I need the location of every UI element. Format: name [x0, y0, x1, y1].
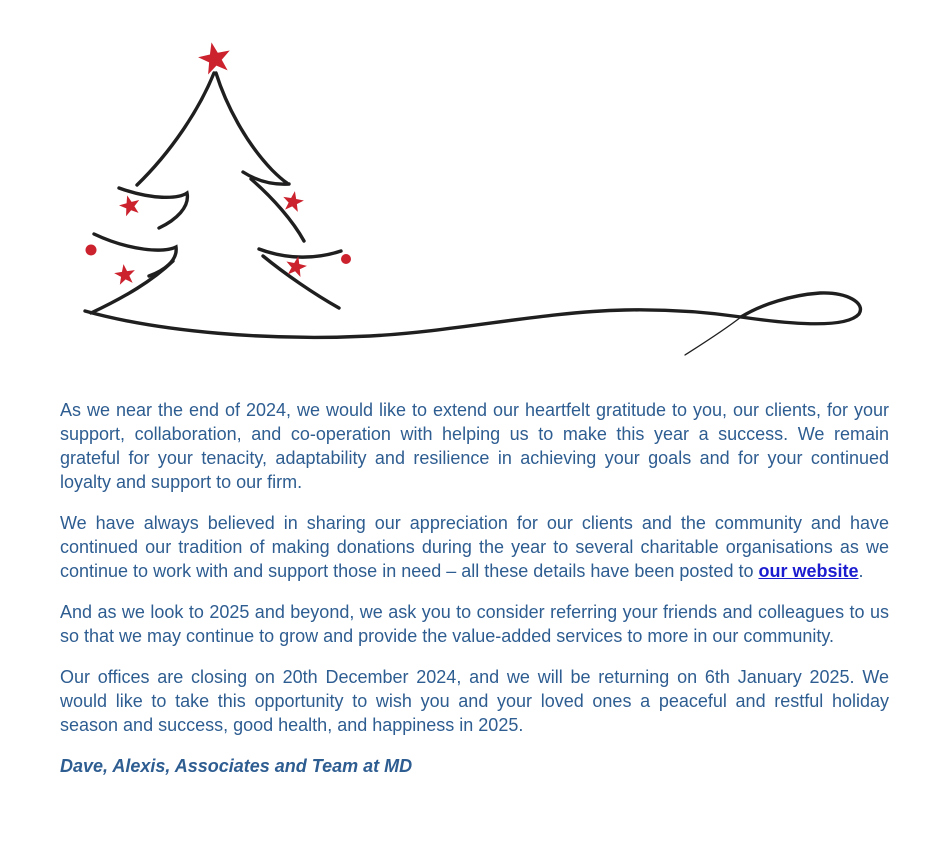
flourish-underline: [85, 293, 860, 337]
paragraph-closing-dates: Our offices are closing on 20th December 2024, and we will be returning on 6th January 2025. We would like to take this opportunity to wish you and your loved ones a peaceful and restful holiday season and success, good health, and happiness in 2025.: [60, 667, 889, 735]
star-ornament-left-upper-icon: [117, 193, 142, 218]
tree-branch-right-lower-diagonal: [263, 256, 339, 308]
star-ornament-left-lower-icon: [113, 263, 136, 286]
tree-cone-left-stroke: [137, 73, 214, 185]
christmas-tree-illustration: [0, 0, 932, 375]
christmas-tree-svg: [0, 0, 932, 375]
tree-branch-right-middle: [259, 249, 341, 257]
tree-branches: [85, 73, 860, 355]
letter-body: [60, 398, 889, 778]
our-website-link[interactable]: our website: [758, 561, 859, 581]
star-ornament-right-upper-icon: [281, 189, 305, 212]
paragraph-donations-text: We have always believed in sharing our appreciation for our clients and the community and have continued our tradition of making donations during the year to several charitable organisations as we continue to work with and support those in need – all these details have been posted to: [60, 513, 889, 581]
paragraph-donations: [60, 511, 889, 583]
bauble-ornament-left-icon: [86, 245, 97, 256]
signature: Dave, Alexis, Associates and Team at MD: [60, 756, 413, 776]
paragraph-gratitude: As we near the end of 2024, we would like to extend our heartfelt gratitude to you, our clients, for your support, collaboration, and co-operation with helping us to make this year a success. We remain grateful for your tenacity, adaptability and resilience in achieving your goals and for your continued loyalty and support to our firm.: [60, 400, 889, 492]
paragraph-referrals: And as we look to 2025 and beyond, we ask you to consider referring your friends and colleagues to us so that we may continue to grow and provide the value-added services to more in our community.: [60, 602, 889, 646]
tree-cone-right-stroke: [216, 73, 287, 183]
tree-topper-star-icon: [196, 39, 234, 76]
flourish-tail: [685, 317, 741, 355]
bauble-ornament-right-icon: [341, 254, 351, 264]
paragraph-donations-period: .: [858, 561, 864, 581]
